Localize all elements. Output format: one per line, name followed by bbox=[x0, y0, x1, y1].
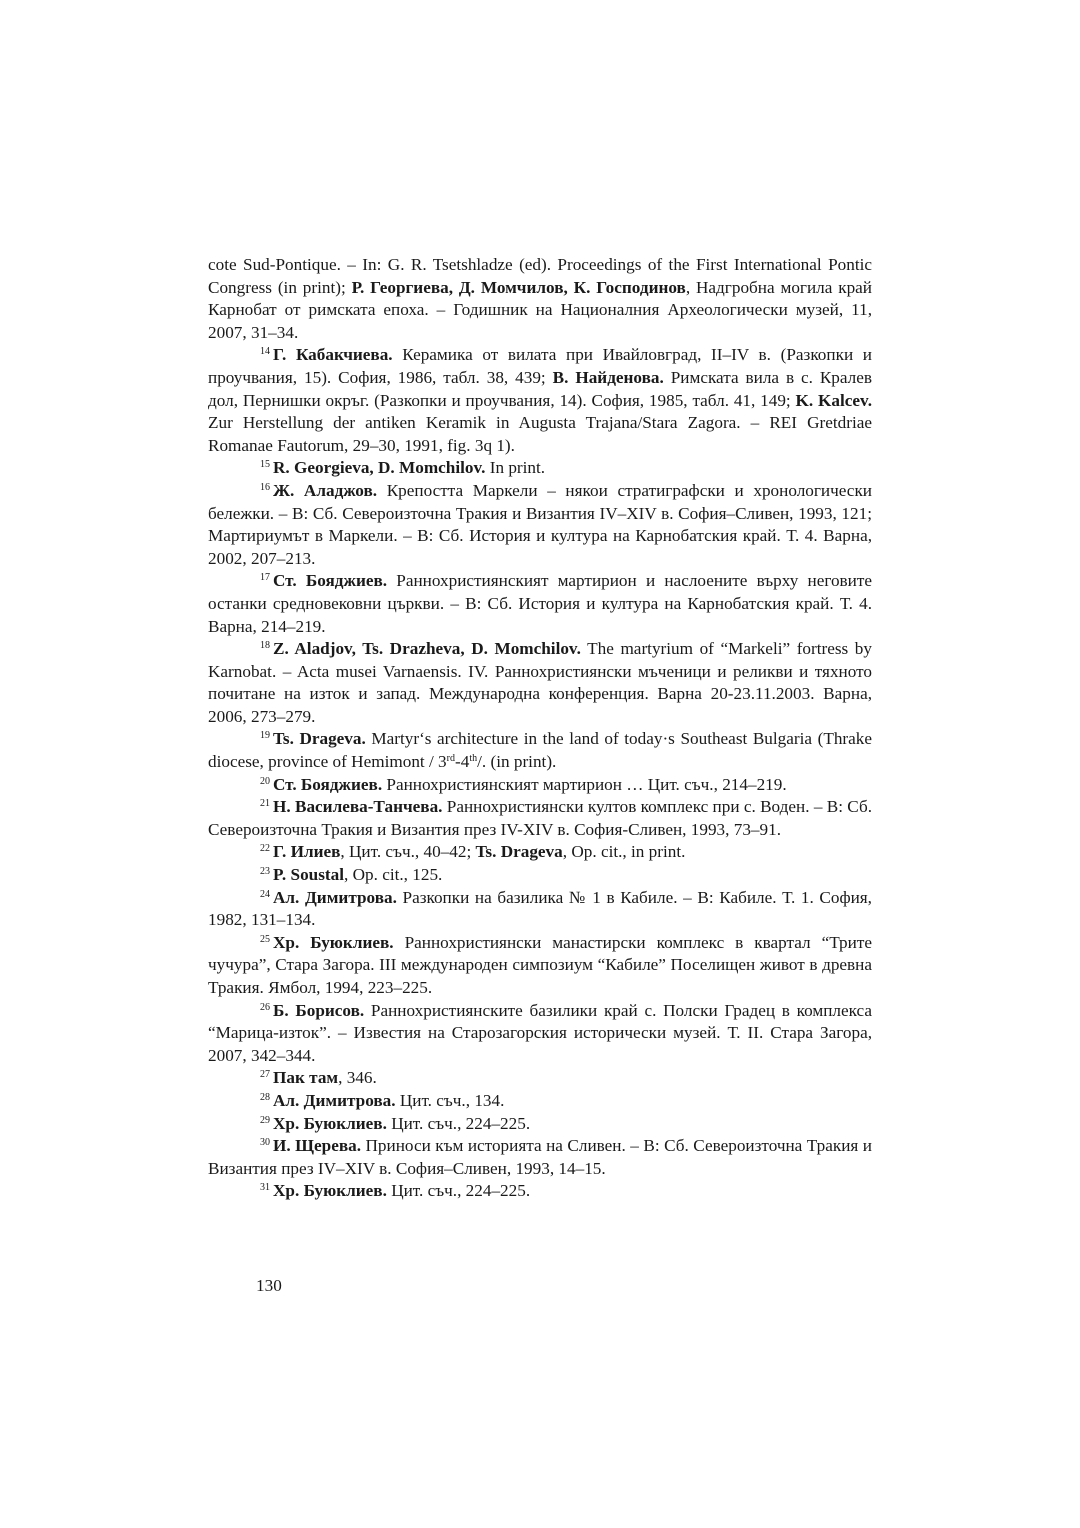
footnote-number: 16 bbox=[260, 481, 270, 493]
footnote-text: Раннохристиянският мартирион … Цит. съч., 214–219. bbox=[382, 774, 787, 794]
footnote-number: 30 bbox=[260, 1137, 270, 1149]
footnote-24 bbox=[208, 887, 872, 932]
footnote-author: Ал. Димитрова. bbox=[273, 1090, 396, 1110]
footnote-text: Zur Herstellung der antiken Keramik in Augusta Trajana/Stara Zagora. – REI Gretdriae Romanae Fautorum, 29–30, 1991, fig. 3q 1). bbox=[208, 413, 872, 455]
footnote-text: Раннохристиянски манастирски комплекс в квартал “Трите чучура”, Стара Загора. III международен симпозиум “Кабиле” Поселищен живот в древна Тракия. Ямбол, 1994, 223–225. bbox=[208, 932, 872, 997]
footnote-14 bbox=[208, 344, 872, 457]
cited-author: K. Kalcev. bbox=[795, 390, 872, 410]
footnote-number: 29 bbox=[260, 1114, 270, 1126]
footnote-19 bbox=[208, 728, 872, 773]
footnote-text: Martyr‘s architecture in the land of today·s Southeast Bulgaria (Thrake diocese, province of Hemimont / 3 bbox=[208, 729, 872, 772]
footnote-text: , Op. cit., 125. bbox=[344, 865, 443, 885]
footnote-text: -4 bbox=[455, 752, 470, 772]
footnote-31 bbox=[208, 1180, 872, 1203]
footnote-text: Крепостта Маркели – някои стратиграфски и хронологически бележки. – В: Сб. Североизточна Тракия и Византия IV–XIV в. София–Сливен, 1993, 121; Мартириумът в Маркели. – В: Сб. История и култура на Карнобатския край. Т. 4. Варна, 2002, 207–213. bbox=[208, 480, 872, 568]
footnote-16 bbox=[208, 480, 872, 570]
footnote-21 bbox=[208, 796, 872, 841]
footnote-number: 24 bbox=[260, 888, 270, 900]
ordinal-suffix: th bbox=[469, 753, 478, 765]
footnote-text: The martyrium of “Markeli” fortress by Karnobat. – Acta musei Varnaensis. IV. Раннохристиянски мъченици и реликви и тяхното почитане на изток и запад. Международна конференция. Варна 20-23.11.2003. Варна, 2006, 273–279. bbox=[208, 639, 872, 726]
footnote-author: R. Georgieva, D. Momchilov. bbox=[273, 458, 486, 478]
footnote-number: 28 bbox=[260, 1091, 270, 1103]
footnotes-block bbox=[208, 254, 872, 1203]
footnote-20 bbox=[208, 774, 872, 797]
page-number: 130 bbox=[256, 1276, 282, 1295]
footnote-text: Керамика от вилата при Ивайловград, II–IV в. (Разкопки и проучвания, 15). София, 1986, табл. 38, 439; bbox=[208, 345, 872, 387]
footnote-number: 25 bbox=[260, 933, 270, 945]
footnote-author: Хр. Буюклиев. bbox=[273, 932, 394, 952]
footnote-author: Пак там bbox=[273, 1068, 339, 1088]
footnote-13-cont bbox=[208, 254, 872, 344]
footnote-23 bbox=[208, 864, 872, 887]
footnote-author: Хр. Буюклиев. bbox=[273, 1181, 387, 1201]
footnote-author: Ал. Димитрова. bbox=[273, 887, 397, 907]
footnote-text: Разкопки на базилика № 1 в Кабиле. – В: Кабиле. Т. 1. София, 1982, 131–134. bbox=[208, 887, 872, 930]
footnote-text: , Цит. съч., 40–42; bbox=[340, 842, 476, 862]
footnote-number: 23 bbox=[260, 866, 270, 878]
footnote-author: Ст. Бояджиев. bbox=[273, 571, 388, 591]
footnote-author: Н. Василева-Танчева. bbox=[273, 797, 443, 817]
footnote-28 bbox=[208, 1090, 872, 1113]
footnote-17 bbox=[208, 570, 872, 638]
footnote-30 bbox=[208, 1135, 872, 1180]
footnote-author: Б. Борисов. bbox=[273, 1000, 365, 1020]
footnote-author: Хр. Буюклиев. bbox=[273, 1113, 387, 1133]
footnote-author: Z. Aladjov, Ts. Drazheva, D. Momchilov. bbox=[273, 639, 581, 659]
footnote-26 bbox=[208, 1000, 872, 1068]
footnote-29 bbox=[208, 1113, 872, 1136]
footnote-number: 15 bbox=[260, 459, 270, 471]
footnote-15 bbox=[208, 457, 872, 480]
footnote-author: И. Щерева. bbox=[273, 1136, 362, 1156]
footnote-text: Цит. съч., 224–225. bbox=[386, 1113, 531, 1133]
footnote-text: , 346. bbox=[338, 1068, 377, 1088]
footnote-22 bbox=[208, 841, 872, 864]
footnote-author: Ст. Бояджиев. bbox=[273, 774, 383, 794]
footnote-author: Ts. Drageva. bbox=[273, 729, 366, 749]
footnote-number: 19 bbox=[260, 730, 270, 742]
footnote-text: cote Sud-Pontique. – In: G. R. Tsetshladze (ed). Proceedings of the First International Pontic Congress (in print); bbox=[208, 255, 872, 297]
footnote-number: 14 bbox=[260, 346, 270, 358]
footnote-number: 20 bbox=[260, 775, 270, 787]
footnote-text: Раннохристиянските базилики край с. Полски Градец в комплекса “Марица-изток”. – Известия на Старозагорския исторически музей. Т. II. Стара Загора, 2007, 342–344. bbox=[208, 1000, 873, 1065]
footnote-text: Цит. съч., 134. bbox=[395, 1090, 505, 1110]
cited-author: Р. Георгиева, Д. Момчилов, К. Господинов bbox=[351, 277, 686, 297]
footnote-number: 17 bbox=[260, 572, 270, 584]
footnote-text: Раннохристиянският мартирион и наслоените върху неговите останки средновековни църкви. – В: Сб. История и култура на Карнобатския край. Т. 4. Варна, 214–219. bbox=[208, 571, 872, 636]
footnote-25 bbox=[208, 932, 872, 1000]
footnote-text: , Надгробна могила край Карнобат от римската епоха. – Годишник на Националния Археологически музей, 11, 2007, 31–34. bbox=[208, 277, 873, 342]
footnote-text: Цит. съч., 224–225. bbox=[386, 1181, 531, 1201]
footnote-author: P. Soustal bbox=[273, 865, 345, 885]
footnote-27 bbox=[208, 1067, 872, 1090]
footnote-author: Ж. Аладжов. bbox=[273, 480, 378, 500]
footnote-text: In print. bbox=[485, 458, 546, 478]
ordinal-suffix: rd bbox=[446, 753, 455, 765]
cited-author: Ts. Drageva bbox=[475, 842, 563, 862]
footnote-author: Г. Кабакчиева. bbox=[273, 345, 393, 365]
footnote-text: /. (in print). bbox=[477, 752, 557, 772]
footnote-number: 31 bbox=[260, 1182, 270, 1194]
footnote-number: 27 bbox=[260, 1069, 270, 1081]
footnote-number: 26 bbox=[260, 1001, 270, 1013]
footnote-author: Г. Илиев bbox=[273, 842, 341, 862]
footnote-text: Раннохристиянски култов комплекс при с. Воден. – В: Сб. Североизточна Тракия и Византия през IV-XIV в. София-Сливен, 1993, 73–91. bbox=[208, 797, 872, 839]
footnote-text: Римската вила в с. Кралев дол, Пернишки окръг. (Разкопки и проучвания, 14). София, 1985, табл. 41, 149; bbox=[208, 367, 873, 410]
footnote-number: 18 bbox=[260, 640, 270, 652]
footnote-number: 21 bbox=[260, 798, 270, 810]
footnote-18 bbox=[208, 638, 872, 728]
footnote-number: 22 bbox=[260, 843, 270, 855]
footnote-text: , Op. cit., in print. bbox=[562, 842, 686, 862]
cited-author: В. Найденова. bbox=[552, 367, 664, 387]
footnote-text: Приноси към историята на Сливен. – В: Сб. Североизточна Тракия и Византия през IV–XIV в. София–Сливен, 1993, 14–15. bbox=[208, 1136, 872, 1178]
